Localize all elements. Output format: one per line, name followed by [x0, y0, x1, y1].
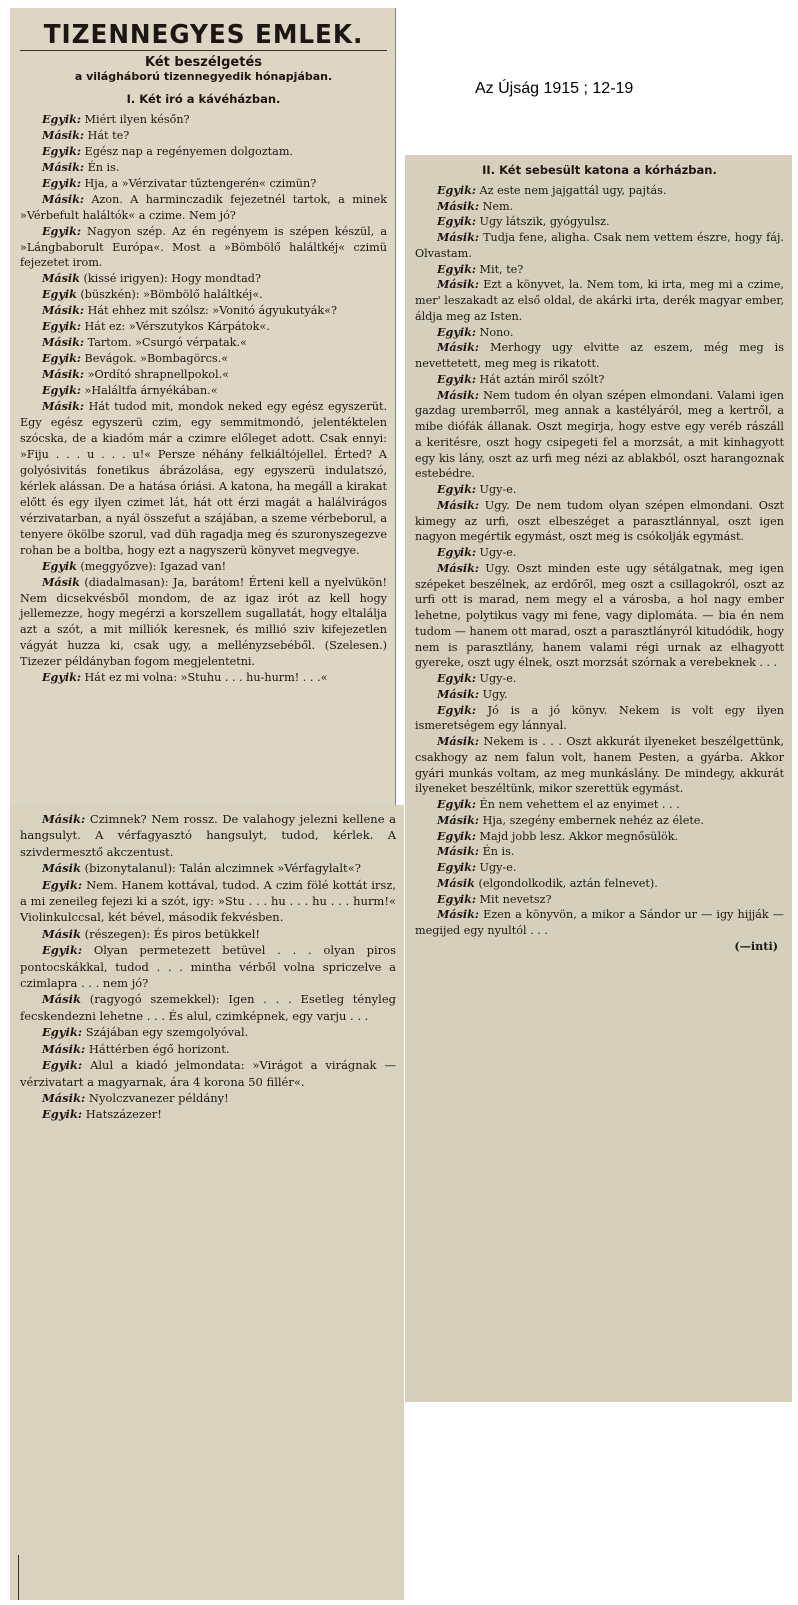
dialogue-column-1 — [20, 112, 387, 686]
line-text: Hja, szegény embernek nehéz az élete. — [482, 813, 704, 827]
speaker-label: Egyik: — [42, 670, 81, 685]
line-text: Nem. — [482, 199, 514, 213]
line-text: Hát te? — [87, 128, 130, 142]
dialogue-line — [20, 335, 387, 351]
dialogue-line — [415, 860, 784, 876]
line-text: Ugy-e. — [479, 861, 517, 874]
speaker-label: Egyik: — [42, 943, 83, 958]
dialogue-line — [20, 160, 387, 176]
speaker-label: Másik: — [437, 560, 480, 575]
dialogue-line — [415, 340, 784, 372]
speaker-label: Egyik: — [437, 860, 476, 874]
headline: TIZENNEGYES EMLEK. — [43, 20, 364, 50]
dialogue-line — [415, 199, 784, 215]
line-text: (ragyogó szemekkel): Igen . . . Esetleg tényleg fecskendezni lehetne . . . És alul, czimképnek, egy varju . . . — [20, 992, 396, 1023]
speaker-label: Egyik: — [437, 261, 476, 276]
dialogue-line — [20, 287, 387, 303]
speaker-label: Másik: — [437, 340, 480, 355]
speaker-label: Egyik: — [42, 223, 81, 238]
line-text: (diadalmasan): Ja, barátom! Érteni kell a nyelvükön! Nem dicsekvésből mondom, de az igaz irót az kell hogy jellemezze, hogy megérzi a korszellem sugallatát, hogy eltalálja azt a szót, a mit milliók keresnek, és millió sziv kifejezetlen vágyát huzza ki, csak ugy, a mellényzsebéből. (Szelesen.) Tizezer példányban fogom megjelentetni. — [20, 575, 387, 669]
line-text: Ezt a könyvet, la. Nem tom, ki irta, meg mi a czime, mer' leszakadt az első oldal, de akárki irta, derék magyar ember, áldja meg az Isten. — [415, 278, 784, 323]
dialogue-line — [415, 325, 784, 341]
dialogue-line — [415, 687, 784, 703]
speaker-label: Egyik: — [42, 1107, 83, 1122]
line-text: Hát ez mi volna: »Stuhu . . . hu-hurm! . . .« — [84, 671, 328, 685]
speaker-label: Másik: — [437, 734, 480, 748]
dialogue-line — [20, 991, 396, 1024]
speaker-label: Egyik: — [42, 1058, 83, 1073]
dialogue-line — [20, 670, 387, 686]
dialogue-line — [415, 876, 784, 892]
dialogue-line — [415, 277, 784, 324]
dialogue-line — [415, 813, 784, 829]
speaker-label: Egyik: — [437, 214, 476, 229]
speaker-label: Másik: — [42, 1041, 86, 1056]
speaker-label: Másik: — [42, 191, 85, 206]
speaker-label: Másik: — [42, 303, 85, 318]
speaker-label: Egyik: — [437, 891, 476, 906]
line-text: Mit nevetsz? — [479, 892, 552, 906]
speaker-label: Másik — [42, 992, 81, 1007]
line-text: (részegen): És piros betükkel! — [84, 926, 261, 941]
dialogue-line — [20, 176, 387, 192]
line-text: Majd jobb lesz. Akkor megnősülök. — [479, 829, 679, 843]
dialogue-line — [20, 112, 387, 128]
dialogue-line — [415, 734, 784, 797]
line-text: Ugy. Oszt minden este ugy sétálgatnak, meg igen szépeket beszélnek, az erdőről, meg oszt a csillagokról, oszt az urfi ott is marad, nem megy el a városba, a hol nagy ember lehetne, polytikus vagy mi fene, vagy diplomáta. — bia én nem tudom — hanem ott marad, oszt a parasztlányról kitudódik, hogy nem is parasztlány, hanem valami régi urnak az elhagyott gyereke, oszt ugy élnek, oszt morzsát szórnak a verebeknek . . . — [415, 561, 784, 670]
dialogue-line — [415, 183, 784, 199]
dialogue-line — [415, 561, 784, 671]
line-text: Ugy. De nem tudom olyan szépen elmondani. Oszt kimegy az urfi, oszt elbeszéget a parasztlánnyal, oszt igen nagyon megértik egymást, oszt meg is csókolják egymást. — [415, 498, 784, 544]
line-text: Ugy látszik, gyógyulsz. — [479, 215, 610, 229]
line-text: Hatszázezer! — [85, 1107, 162, 1122]
speaker-label: Másik: — [42, 812, 86, 826]
section-heading-1: I. Két iró a kávéházban. — [126, 91, 281, 106]
dialogue-line — [20, 319, 387, 335]
dialogue-line — [415, 703, 784, 735]
source-label: Az Újság 1915 ; 12-19 — [475, 80, 634, 97]
dialogue-line — [20, 811, 396, 860]
line-text: »Haláltfa árnyékában.« — [84, 384, 218, 398]
line-text: Nekem is . . . Oszt akkurát ilyeneket beszélgettünk, csakhogy az nem falun volt, hanem Pesten, a gyárba. Akkor gyári munkás voltam, az meg munkáslány. De mindegy, akkurát ilyeneket beszéltünk, mikor szerettük egymást. — [415, 735, 784, 796]
dialogue-line — [20, 367, 387, 383]
speaker-label: Másik — [42, 861, 81, 876]
section-heading-2: II. Két sebesült katona a kórházban. — [482, 163, 717, 177]
line-text: (meggyőzve): Igazad van! — [80, 559, 227, 573]
speaker-label: Másik: — [42, 1090, 86, 1105]
line-text: Szájában egy szemgolyóval. — [85, 1025, 249, 1040]
line-text: Ugy-e. — [479, 672, 517, 685]
speaker-label: Egyik: — [42, 143, 81, 158]
dialogue-line — [20, 1090, 396, 1106]
speaker-label: Másik: — [437, 844, 480, 859]
speaker-label: Egyik: — [42, 175, 81, 190]
line-text: Tartom. »Csurgó vérpatak.« — [87, 336, 247, 350]
dialogue-line — [415, 214, 784, 230]
dialogue-line — [415, 372, 784, 388]
speaker-label: Egyik — [42, 558, 77, 573]
line-text: Nyolczvanezer példány! — [88, 1090, 229, 1105]
line-text: Az este nem jajgattál ugy, pajtás. — [479, 183, 667, 197]
dialogue-line — [20, 224, 387, 272]
speaker-label: Egyik: — [437, 671, 476, 685]
speaker-label: Egyik: — [437, 828, 476, 843]
dialogue-line — [20, 877, 396, 926]
dialogue-line — [20, 144, 387, 160]
line-text: Bevágok. »Bombagörcs.« — [84, 352, 229, 366]
line-text: Nono. — [479, 325, 514, 339]
dialogue-line — [415, 545, 784, 561]
line-text: (kissé irigyen): Hogy mondtad? — [83, 272, 261, 286]
speaker-label: Egyik: — [437, 545, 476, 559]
line-text: (elgondolkodik, aztán felnevet). — [478, 876, 658, 890]
dialogue-line — [20, 128, 387, 144]
speaker-label: Egyik: — [42, 877, 83, 892]
dialogue-line — [415, 388, 784, 483]
line-text: (büszkén): »Bömbölő haláltkéj«. — [80, 288, 263, 302]
line-text: Olyan permetezett betüvel . . . olyan piros pontocskákkal, tudod . . . mintha vérből volna spriczelve a czimlapra . . . nem jó? — [20, 943, 397, 991]
speaker-label: Másik: — [437, 230, 480, 244]
speaker-label: Másik: — [42, 399, 85, 414]
speaker-label: Egyik: — [42, 111, 81, 126]
line-text: Merhogy ugy elvitte az eszem, még meg is nevettetett, meg meg is rikatott. — [415, 341, 784, 370]
dialogue-line — [415, 797, 784, 813]
line-text: Czimnek? Nem rossz. De valahogy jelezni kellene a hangsulyt. A vérfagyasztó hangsulyt, tudod, kérlek. A szivdermesztő akczentust. — [20, 812, 397, 859]
speaker-label: Egyik: — [437, 797, 476, 811]
line-text: Mit, te? — [479, 262, 524, 276]
dialogue-line — [415, 230, 784, 262]
line-text: Ugy-e. — [479, 546, 517, 559]
rule — [20, 50, 387, 51]
dialogue-line — [20, 942, 396, 991]
dialogue-line — [20, 1041, 396, 1057]
speaker-label: Másik: — [437, 812, 480, 827]
speaker-label: Egyik: — [42, 351, 81, 366]
speaker-label: Másik — [42, 271, 80, 286]
clipping-part-3 — [405, 155, 792, 1402]
line-text: Hát ez: »Vérszutykos Kárpátok«. — [84, 320, 270, 334]
dialogue-line — [20, 860, 396, 876]
subtitle: Két beszélgetés — [145, 54, 262, 70]
line-text: Én is. — [482, 845, 515, 859]
speaker-label: Egyik: — [42, 383, 81, 398]
line-text: Azon. A harminczadik fejezetnél tartok, a minek »Vérbefult haláltók« a czime. Nem jó? — [20, 192, 387, 222]
line-text: Tudja fene, aligha. Csak nem vettem észre, hogy fáj. Olvastam. — [415, 231, 784, 260]
dialogue-line — [20, 1024, 396, 1040]
ending-mark: (—inti) — [734, 938, 778, 953]
speaker-label: Egyik: — [42, 1025, 83, 1040]
clipping-part-1 — [10, 8, 396, 805]
speaker-label: Egyik: — [437, 371, 476, 386]
speaker-label: Egyik: — [437, 702, 476, 717]
dialogue-column-2 — [20, 811, 396, 1123]
line-text: (bizonytalanul): Talán alczimnek »Vérfagylalt«? — [84, 861, 361, 876]
clipping-part-2 — [10, 805, 404, 1600]
line-text: Hát ehhez mit szólsz: »Vonitó ágyukutyák«? — [87, 304, 338, 318]
line-text: Háttérben égő horizont. — [88, 1041, 230, 1056]
line-text: Jó is a jó könyv. Nekem is volt egy ilyen ismeretségem egy lánnyal. — [415, 703, 785, 733]
speaker-label: Egyik — [42, 287, 77, 302]
line-text: Hát aztán miről szólt? — [479, 372, 605, 386]
dialogue-line — [20, 559, 387, 575]
line-text: Hát tudod mit, mondok neked egy egész egyszerüt. Egy egész egyszerü czim, egy semmitmondó, jelentéktelen szócska, de a kiadóm már a czimre előleget adott. Csak ennyi: »Fiju . . . u . . . u!« Persze néhány felkiáltójellel. Érted? A golyósivitás fonetikus ábrázolása, egy egyszerü indulatszó, kérlek alássan. De a hatása óriási. A katona, ha megáll a kirakat előtt és egy ilyen czimet lát, hát ott érzi magát a halálvirágos vérzivatarban, a nyál összefut a szájában, a szeme vérbeborul, a tenyere ökölbe szorul, vad düh ragadja meg és szuronyszegezve rohan be a boltba, hogy ezt a nagyszerü könyvet megvegye. — [20, 400, 388, 557]
speaker-label: Másik: — [437, 907, 480, 922]
speaker-label: Másik: — [437, 277, 480, 292]
line-text: Én is. — [87, 160, 120, 174]
speaker-label: Egyik: — [437, 482, 476, 496]
speaker-label: Egyik: — [437, 324, 476, 339]
line-text: Ugy-e. — [479, 483, 517, 496]
clipping-edge — [18, 1555, 19, 1600]
dialogue-line — [415, 482, 784, 498]
dialogue-line — [415, 262, 784, 278]
speaker-label: Másik — [437, 875, 475, 890]
dialogue-line — [20, 271, 387, 287]
line-text: Nem tudom én olyan szépen elmondani. Valami igen gazdag urembərről, meg annak a kastélyáról, meg a kertről, a mibe diófák állanak. Oszt megirja, hogy estve egy veréb rászáll a keritésre, oszt hogy csipegeti fel a morzsát, a mit kinhagyott egy kis lány, oszt az urfi meg nézi az ablakból, oszt harangoznak estebédre. — [415, 388, 784, 481]
speaker-label: Másik: — [42, 159, 85, 174]
line-text: Nagyon szép. Az én regényem is szépen készül, a »Lángbaborult Európa«. Most a »Bömbölő haláltkéj« czimü fejezetet irom. — [20, 224, 387, 270]
speaker-label: Másik: — [437, 497, 480, 512]
dialogue-line — [415, 671, 784, 687]
speaker-label: Másik: — [42, 367, 85, 382]
speaker-label: Másik — [42, 574, 80, 589]
dialogue-line — [415, 844, 784, 860]
dialogue-line — [20, 351, 387, 367]
line-text: Egész nap a regényemen dolgoztam. — [84, 144, 293, 158]
speaker-label: Egyik: — [437, 182, 476, 197]
dialogue-line — [20, 926, 396, 942]
line-text: Nem. Hanem kottával, tudod. A czim fölé kottát irsz, a mi zeneileg fejezi ki a szót, igy: »Stu . . . hu . . . hu . . . hurm!« Violinkulccsal, két bével, második fekvésben. — [20, 877, 397, 925]
speaker-label: Másik: — [437, 686, 480, 701]
line-text: Hja, a »Vérzivatar tűztengerén« czimün? — [84, 176, 317, 190]
dialogue-line — [20, 303, 387, 319]
line-text: Én nem vehettem el az enyimet . . . — [479, 798, 680, 811]
dialogue-line — [20, 1057, 396, 1090]
line-text: »Ordító shrapnellpokol.« — [87, 368, 230, 382]
dialogue-line — [415, 907, 784, 939]
dialogue-line — [415, 892, 784, 908]
speaker-label: Másik: — [42, 335, 85, 350]
dialogue-column-3 — [415, 183, 784, 939]
speaker-label: Másik: — [42, 127, 85, 142]
subtitle-sub: a világháború tizennegyedik hónapjában. — [74, 69, 333, 83]
dialogue-line — [20, 575, 387, 671]
dialogue-line — [415, 498, 784, 545]
line-text: Ugy. — [482, 687, 508, 701]
line-text: Ezen a könyvön, a mikor a Sándor ur — igy hijják — megijed egy nyultól . . . — [415, 908, 784, 937]
dialogue-line — [20, 192, 387, 224]
speaker-label: Másik: — [437, 198, 480, 213]
dialogue-line — [20, 1106, 396, 1122]
speaker-label: Másik — [42, 926, 81, 941]
line-text: Alul a kiadó jelmondata: »Virágot a virágnak — vérzivatart a magyarnak, ára 4 korona 50 fillér«. — [20, 1058, 396, 1089]
speaker-label: Egyik: — [42, 319, 81, 334]
speaker-label: Másik: — [437, 387, 480, 402]
line-text: Miért ilyen későn? — [84, 112, 190, 126]
dialogue-line — [20, 399, 387, 559]
dialogue-line — [415, 829, 784, 845]
dialogue-line — [20, 383, 387, 399]
